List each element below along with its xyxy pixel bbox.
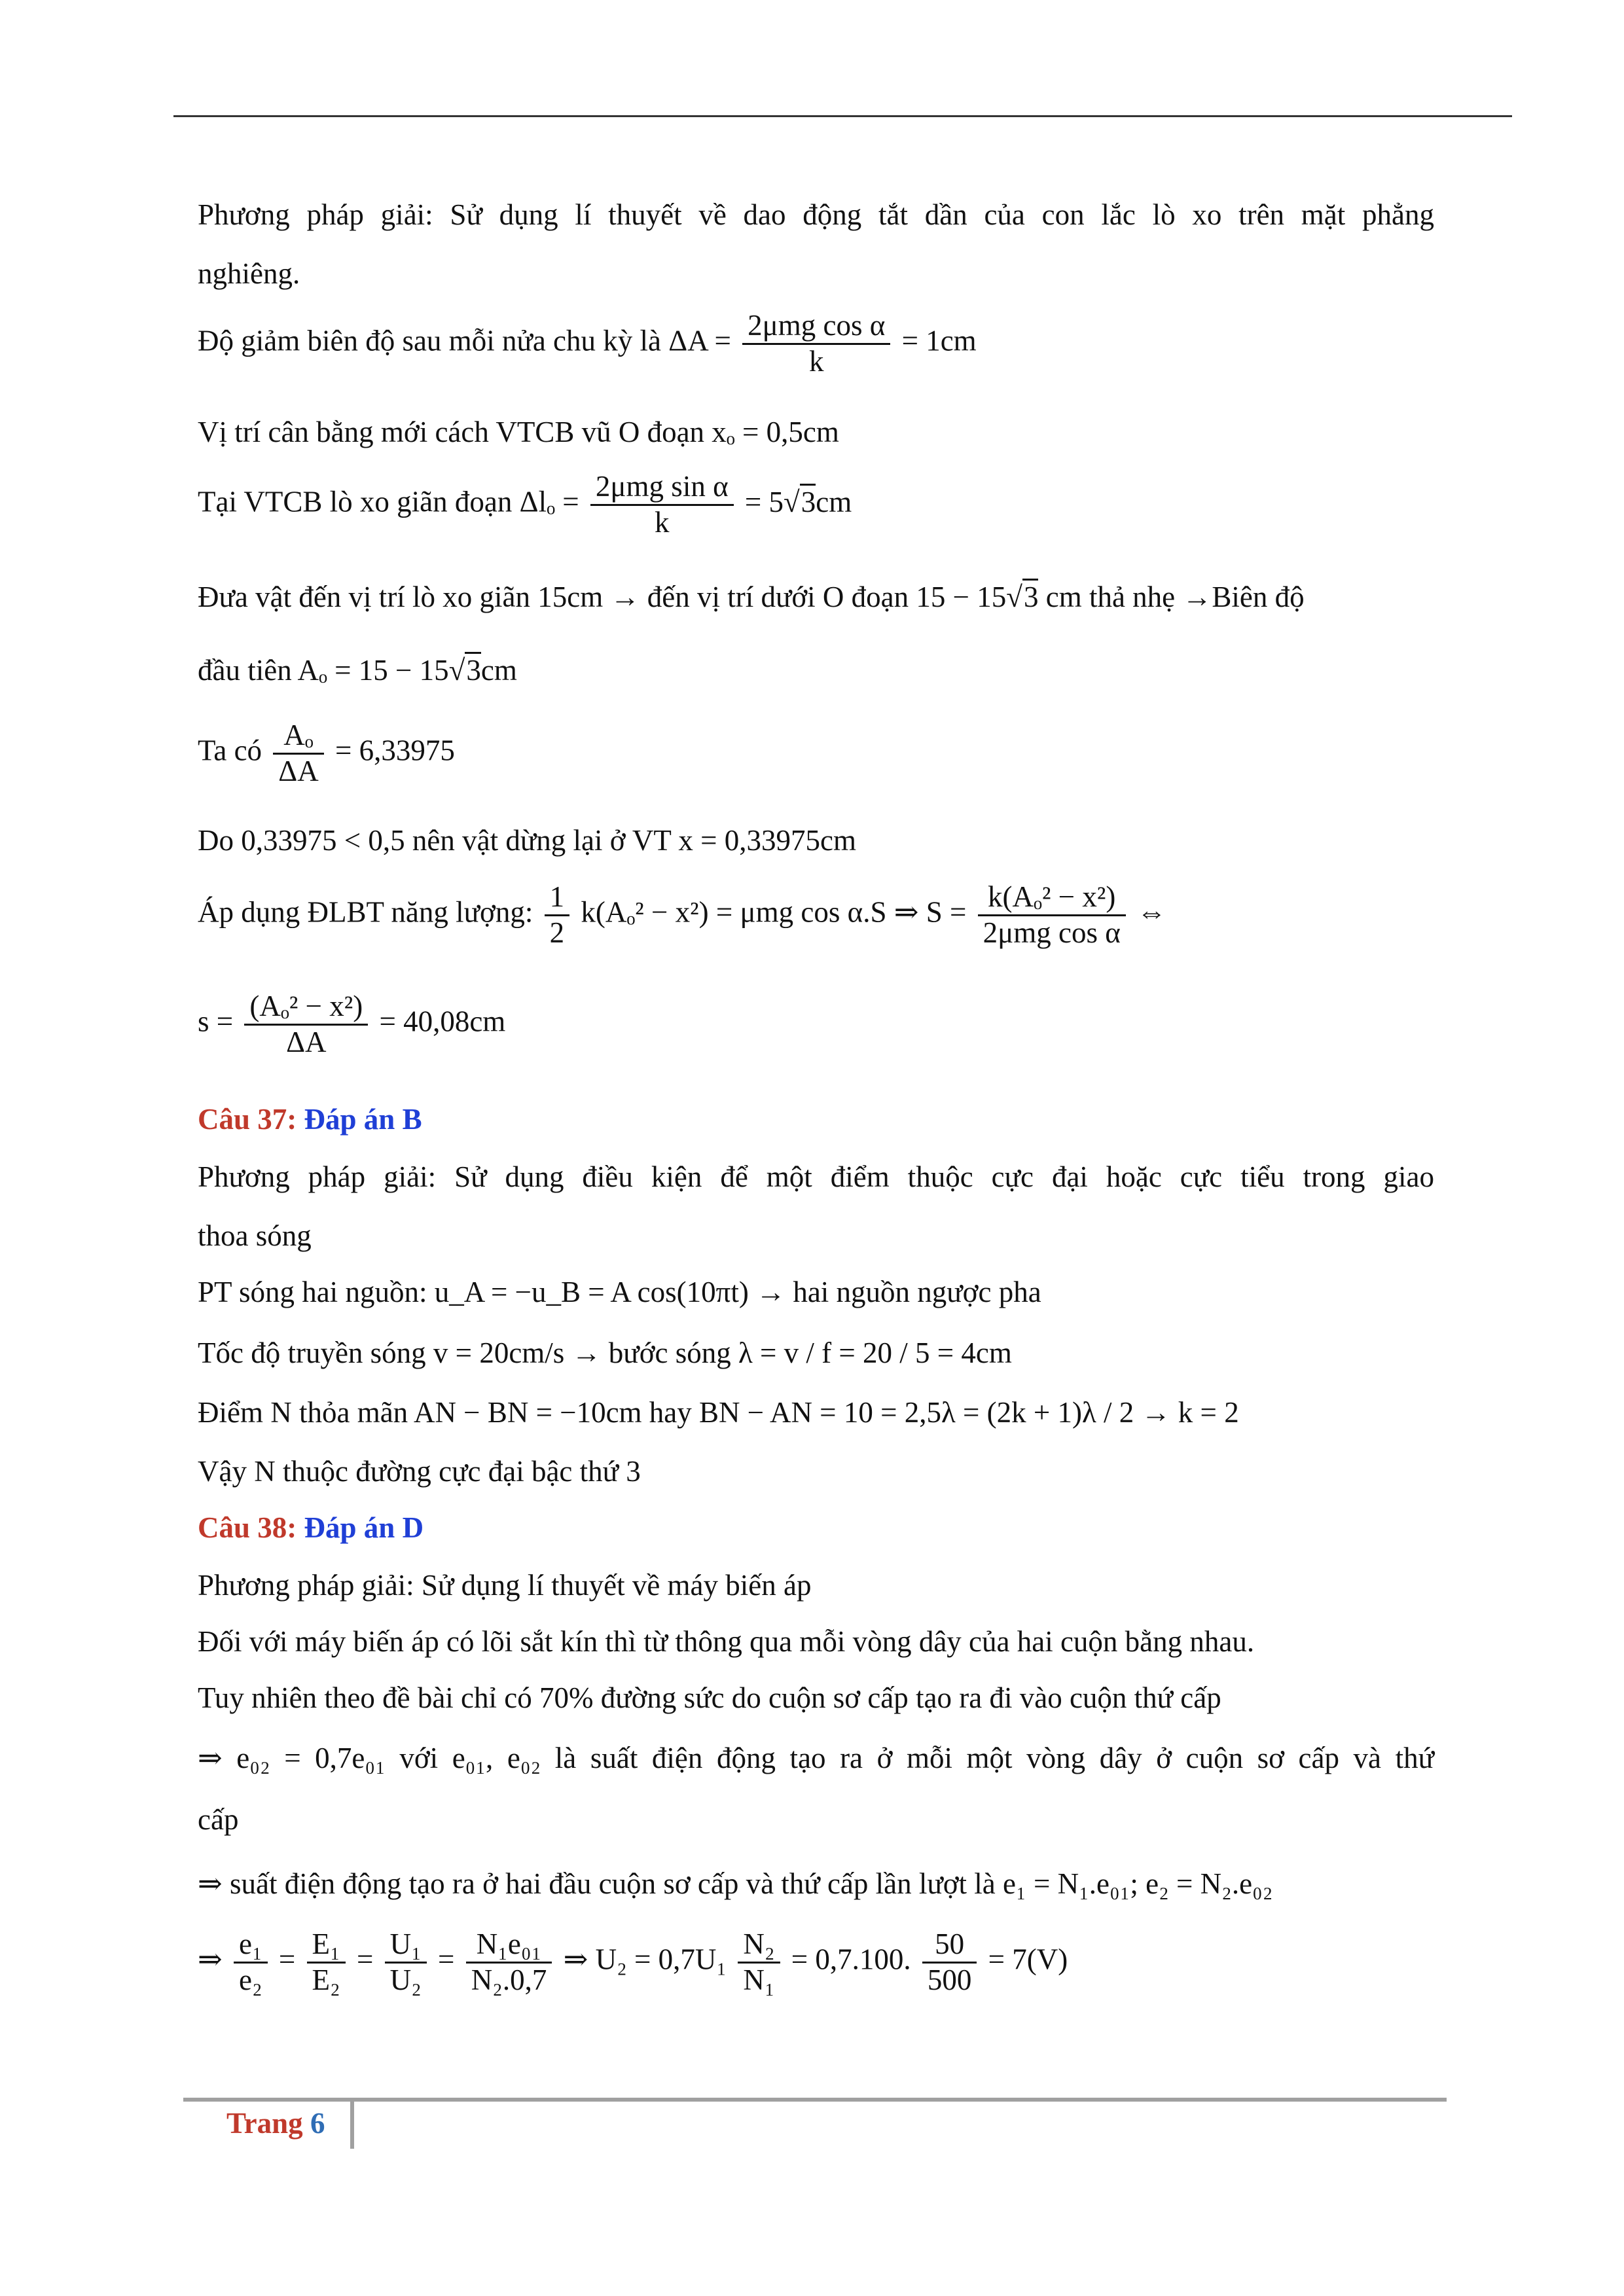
implies: ⇒ (198, 1943, 223, 1976)
rhs-b: cm (816, 485, 852, 518)
numerator: N₁e₀₁ (466, 1928, 552, 1964)
equals: = (438, 1943, 455, 1976)
formula-rhs: = 40,08cm (379, 1005, 506, 1038)
method-line-1-cont: nghiêng. (198, 257, 300, 290)
text: Áp dụng ĐLBT năng lượng: (198, 895, 533, 929)
equals: = (356, 1943, 374, 1976)
q38-transformer-line: Đối với máy biến áp có lõi sắt kín thì từ thông qua mỗi vòng dây của hai cuộn bằng nhau. (198, 1625, 1255, 1658)
q37-wavelength: Tốc độ truyền sóng v = 20cm/s → bước sóng λ = v / f = 20 / 5 = 4cm (198, 1336, 1012, 1369)
fraction-e (234, 1928, 268, 1998)
q37-method-line-cont: thoa sóng (198, 1219, 312, 1252)
text: Ta có (198, 734, 262, 767)
energy-conservation-line (198, 880, 1166, 950)
method-line-1: Phương pháp giải: Sử dụng lí thuyết về dao động tắt dần của con lắc lò xo trên mặt phẳng (198, 198, 1434, 231)
fraction-turns (738, 1928, 780, 1998)
sqrt: √3 (1006, 583, 1038, 612)
sqrt: √3 (449, 656, 481, 685)
formula-rhs (745, 486, 852, 518)
page-word: Trang (226, 2107, 303, 2140)
q38-total-emf: ⇒ suất điện động tạo ra ở hai đầu cuộn sơ cấp và thứ cấp lần lượt là e₁ = N₁.e₀₁; e₂ = N₂.e₀₂ (198, 1867, 1273, 1900)
equivalence: ⇔ (1137, 895, 1167, 929)
q38-emf-per-turn: ⇒ e₀₂ = 0,7e₀₁ với e₀₁, e₀₂ là suất điện động tạo ra ở mỗi một vòng dây ở cuộn sơ cấp và thứ (198, 1742, 1434, 1774)
denominator: E₂ (312, 1963, 340, 1996)
text: Độ giảm biên độ sau mỗi nửa chu kỳ là (198, 324, 662, 357)
radicand: 3 (1022, 579, 1039, 613)
text-a: đầu tiên Aₒ = 15 − 15 (198, 654, 449, 687)
sqrt: √3 (784, 488, 816, 517)
amplitude-decrease-line (198, 309, 977, 379)
footer-divider (350, 2102, 354, 2149)
numerator: 1 (545, 880, 570, 916)
stop-position-line: Do 0,33975 < 0,5 nên vật dừng lại ở VT x = 0,33975cm (198, 824, 856, 857)
q38-method-line: Phương pháp giải: Sử dụng lí thuyết về máy biến áp (198, 1569, 812, 1602)
fraction-U (385, 1928, 427, 1998)
denominator: k (655, 505, 670, 539)
formula-rhs: = 6,33975 (334, 734, 455, 767)
radicand: 3 (465, 652, 481, 687)
fraction-E (307, 1928, 346, 1998)
question-label: Câu 38: (198, 1511, 297, 1544)
denominator: 2μmg cos α (983, 916, 1121, 949)
answer-label: Đáp án B (304, 1103, 422, 1136)
question-37-heading (198, 1105, 422, 1134)
fraction-half (545, 880, 570, 950)
formula-lhs: ΔA = (668, 324, 731, 357)
numerator: U₁ (385, 1928, 427, 1964)
text-a: Đưa vật đến vị trí lò xo giãn 15cm → đến vị trí dưới O đoạn 15 − 15 (198, 581, 1007, 613)
denominator: e₂ (238, 1963, 262, 1996)
formula-mid: ⇒ U₂ = 0,7U₁ (563, 1943, 727, 1976)
q38-voltage-result (198, 1928, 1068, 1998)
q38-flux-line: Tuy nhiên theo đề bài chỉ có 70% đường sức do cuộn sơ cấp tạo ra đi vào cuộn thứ cấp (198, 1681, 1221, 1714)
answer-label: Đáp án D (304, 1511, 424, 1544)
ratio-line (198, 719, 455, 789)
fraction (590, 470, 734, 540)
fraction (273, 719, 323, 789)
fraction-values (922, 1928, 977, 1998)
spring-stretch-line (198, 470, 852, 540)
denominator: 500 (927, 1963, 972, 1996)
denominator: ΔA (278, 754, 319, 787)
formula-lhs: Δlₒ = (519, 485, 579, 518)
text-b: cm (480, 654, 517, 687)
initial-position-line (198, 583, 1305, 612)
equals: = (278, 1943, 296, 1976)
initial-amplitude-line (198, 656, 517, 685)
numerator: k(Aₒ² − x²) (978, 880, 1126, 916)
question-label: Câu 37: (198, 1103, 297, 1136)
q38-emf-per-turn-cont: cấp (198, 1803, 239, 1836)
fraction-N (466, 1928, 552, 1998)
result: = 7(V) (988, 1943, 1068, 1976)
numerator: N₂ (738, 1928, 780, 1964)
formula-lhs: s = (198, 1005, 234, 1038)
page-number (226, 2106, 325, 2140)
numerator: 2μmg sin α (590, 470, 734, 506)
rhs-a: = 5 (744, 485, 784, 518)
denominator: k (808, 344, 824, 378)
q37-method-line: Phương pháp giải: Sử dụng điều kiện để một điểm thuộc cực đại hoặc cực tiểu trong giao (198, 1160, 1434, 1193)
q37-conclusion: Vậy N thuộc đường cực đại bậc thứ 3 (198, 1455, 641, 1488)
text: Tại VTCB lò xo giãn đoạn (198, 485, 513, 518)
fraction (244, 990, 368, 1060)
formula-mid-2: = 0,7.100. (791, 1943, 911, 1976)
question-38-heading (198, 1513, 424, 1543)
fraction (742, 309, 890, 379)
denominator: U₂ (389, 1963, 422, 1996)
numerator: 50 (922, 1928, 977, 1964)
numerator: (Aₒ² − x²) (244, 990, 368, 1026)
denominator: ΔA (286, 1025, 327, 1058)
footer-rule (183, 2098, 1447, 2102)
q37-point-condition: Điểm N thỏa mãn AN − BN = −10cm hay BN − AN = 10 = 2,5λ = (2k + 1)λ / 2 → k = 2 (198, 1396, 1239, 1429)
formula-mid: k(Aₒ² − x²) = μmg cos α.S ⇒ S = (581, 895, 967, 929)
numerator: 2μmg cos α (742, 309, 890, 345)
q37-source-equation: PT sóng hai nguồn: u_A = −u_B = A cos(10πt) → hai nguồn ngược pha (198, 1276, 1041, 1308)
radicand: 3 (800, 484, 816, 518)
text-b: cm thả nhẹ →Biên độ (1038, 581, 1305, 613)
denominator: 2 (549, 916, 565, 949)
numerator: Aₒ (273, 719, 323, 755)
header-rule (173, 115, 1512, 117)
numerator: e₁ (234, 1928, 268, 1964)
numerator: E₁ (307, 1928, 346, 1964)
denominator: N₂.0,7 (471, 1963, 547, 1996)
distance-result-line (198, 990, 505, 1060)
new-equilibrium-line: Vị trí cân bằng mới cách VTCB vũ O đoạn xₒ = 0,5cm (198, 416, 839, 448)
fraction-s (978, 880, 1126, 950)
page-value: 6 (310, 2107, 325, 2140)
formula-rhs: = 1cm (901, 324, 977, 357)
denominator: N₁ (743, 1963, 775, 1996)
